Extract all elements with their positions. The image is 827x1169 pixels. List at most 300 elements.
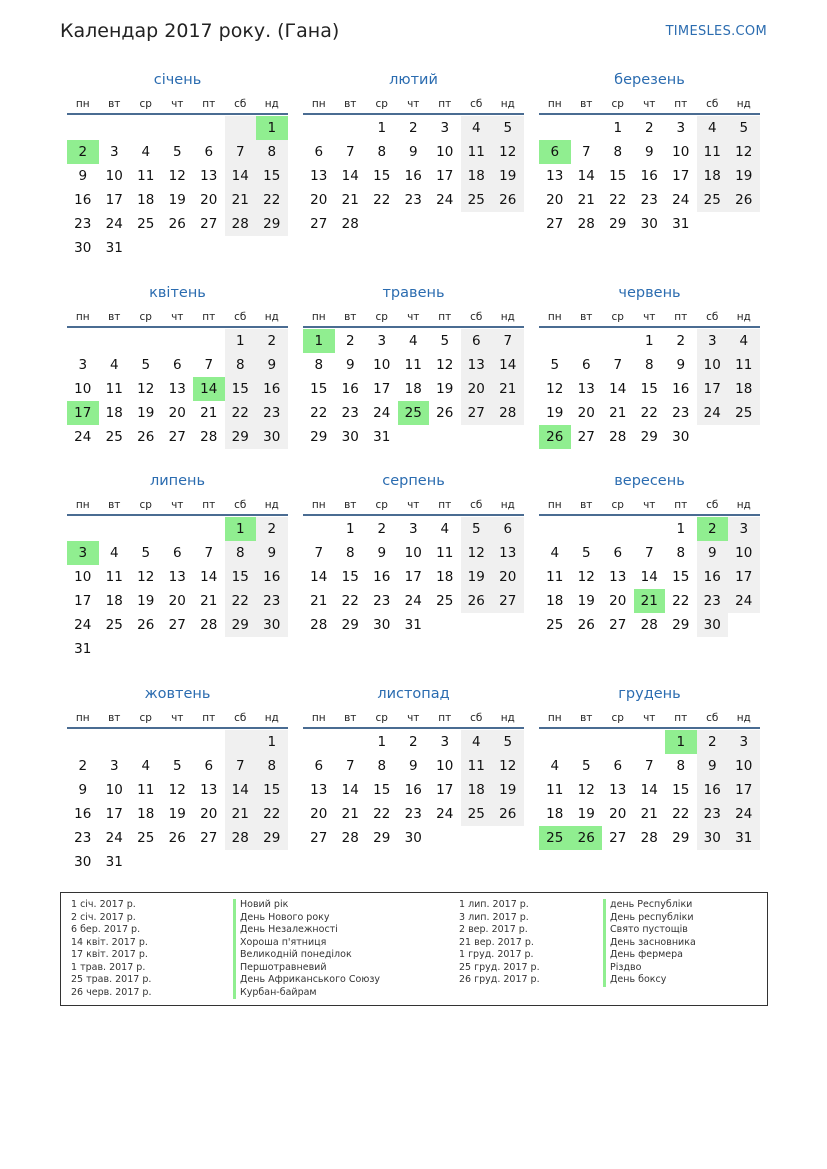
- weekday-label: вт: [108, 499, 121, 511]
- legend-holiday-name: Курбан-байрам: [233, 987, 380, 1000]
- day-grid: [303, 517, 524, 637]
- day-cell: 11: [436, 545, 454, 561]
- day-cell: 2: [377, 521, 387, 537]
- day-grid: [67, 517, 288, 661]
- day-cell: 6: [581, 357, 591, 373]
- day-cell: 4: [408, 333, 418, 349]
- day-cell: 22: [225, 401, 257, 425]
- day-cell: 6: [613, 758, 623, 774]
- day-cell: 23: [74, 216, 92, 232]
- day-cell: 1: [377, 120, 387, 136]
- day-cell: 14: [640, 569, 658, 585]
- weekday-label: пт: [202, 311, 216, 323]
- day-cell: 23: [74, 830, 92, 846]
- weekday-label: ср: [139, 311, 152, 323]
- day-cell: 19: [436, 381, 454, 397]
- day-cell: 25: [546, 617, 564, 633]
- weekday-label: нд: [500, 712, 515, 724]
- weekday-label: пн: [75, 712, 90, 724]
- weekday-label: вт: [580, 712, 593, 724]
- day-cell: 24: [728, 589, 760, 613]
- day-cell: 17: [436, 782, 454, 798]
- day-cell: 23: [404, 806, 422, 822]
- legend-left-names: [233, 899, 380, 999]
- site-link[interactable]: TIMESLES.COM: [665, 24, 767, 39]
- day-grid: [539, 116, 760, 236]
- legend-date: 1 січ. 2017 р.: [71, 899, 136, 910]
- day-cell: 6: [613, 545, 623, 561]
- day-cell: 4: [141, 758, 151, 774]
- day-cell: 12: [546, 381, 564, 397]
- day-cell: 4: [461, 730, 493, 754]
- day-grid: [539, 517, 760, 637]
- day-cell: 5: [581, 545, 591, 561]
- legend-holiday-name: День фермера: [603, 949, 696, 962]
- weekday-label: вт: [344, 98, 357, 110]
- day-cell: 22: [256, 188, 288, 212]
- empty-day-cell: [162, 517, 194, 541]
- day-cell: 6: [204, 144, 214, 160]
- weekday-label: чт: [643, 712, 656, 724]
- day-cell: 14: [609, 381, 627, 397]
- empty-day-cell: [67, 730, 99, 754]
- weekday-label: сб: [234, 499, 247, 511]
- day-cell: 5: [141, 357, 151, 373]
- day-cell: 8: [256, 140, 288, 164]
- day-cell: 1: [676, 521, 686, 537]
- day-cell: 20: [200, 806, 218, 822]
- empty-day-cell: [130, 517, 162, 541]
- holiday-day-cell: 2: [697, 517, 729, 541]
- day-cell: 5: [461, 517, 493, 541]
- legend-holiday-name: День Нового року: [233, 912, 380, 925]
- weekday-label: ср: [611, 499, 624, 511]
- legend-holiday-name: Свято пустощів: [603, 924, 696, 937]
- day-cell: 15: [640, 381, 658, 397]
- day-cell: 18: [137, 806, 155, 822]
- day-cell: 19: [168, 806, 186, 822]
- day-cell: 4: [109, 357, 119, 373]
- day-cell: 8: [676, 758, 686, 774]
- weekday-label: ср: [375, 98, 388, 110]
- legend-holiday-name: День Африканського Союзу: [233, 974, 380, 987]
- weekday-label: нд: [500, 98, 515, 110]
- day-cell: 28: [640, 617, 658, 633]
- day-cell: 11: [404, 357, 422, 373]
- day-cell: 13: [609, 569, 627, 585]
- day-cell: 25: [137, 216, 155, 232]
- legend-right-dates: [459, 899, 540, 987]
- weekday-label: чт: [407, 712, 420, 724]
- day-cell: 21: [577, 192, 595, 208]
- day-cell: 14: [640, 782, 658, 798]
- day-cell: 28: [341, 830, 359, 846]
- day-cell: 22: [256, 802, 288, 826]
- weekday-label: ср: [611, 712, 624, 724]
- weekday-label: чт: [171, 311, 184, 323]
- day-cell: 29: [310, 429, 328, 445]
- empty-day-cell: [303, 116, 335, 140]
- weekday-label: сб: [470, 98, 483, 110]
- day-cell: 24: [105, 216, 123, 232]
- legend-holiday-name: день Республіки: [603, 899, 696, 912]
- day-cell: 1: [225, 329, 257, 353]
- legend-holiday-name: Хороша п'ятниця: [233, 937, 380, 950]
- weekday-label: пт: [202, 98, 216, 110]
- day-cell: 20: [200, 192, 218, 208]
- day-cell: 4: [141, 144, 151, 160]
- day-cell: 3: [676, 120, 686, 136]
- day-cell: 28: [640, 830, 658, 846]
- day-cell: 3: [408, 521, 418, 537]
- weekday-label: сб: [234, 712, 247, 724]
- weekday-label: сб: [234, 311, 247, 323]
- day-cell: 8: [314, 357, 324, 373]
- weekday-label: сб: [706, 499, 719, 511]
- weekday-label: ср: [611, 311, 624, 323]
- day-cell: 17: [105, 806, 123, 822]
- day-cell: 2: [697, 730, 729, 754]
- day-cell: 5: [440, 333, 450, 349]
- day-cell: 22: [310, 405, 328, 421]
- weekday-label: вт: [108, 98, 121, 110]
- holiday-day-cell: 14: [193, 377, 225, 401]
- day-cell: 20: [168, 593, 186, 609]
- day-cell: 15: [256, 778, 288, 802]
- month-name: жовтень: [144, 686, 211, 702]
- day-cell: 23: [640, 192, 658, 208]
- weekday-label: чт: [171, 98, 184, 110]
- day-cell: 29: [225, 425, 257, 449]
- day-cell: 15: [672, 569, 690, 585]
- month-block: [67, 70, 288, 260]
- day-cell: 12: [728, 140, 760, 164]
- weekday-header: [67, 498, 288, 516]
- day-cell: 29: [256, 212, 288, 236]
- day-cell: 27: [168, 617, 186, 633]
- day-cell: 4: [109, 545, 119, 561]
- day-cell: 26: [577, 617, 595, 633]
- day-cell: 14: [225, 778, 257, 802]
- day-cell: 31: [672, 216, 690, 232]
- day-cell: 22: [640, 405, 658, 421]
- legend-right-names: [603, 899, 696, 987]
- day-cell: 19: [137, 593, 155, 609]
- day-cell: 18: [461, 164, 493, 188]
- day-cell: 18: [105, 593, 123, 609]
- empty-day-cell: [602, 329, 634, 353]
- day-cell: 21: [200, 405, 218, 421]
- day-cell: 18: [137, 192, 155, 208]
- day-cell: 17: [728, 565, 760, 589]
- day-cell: 5: [172, 758, 182, 774]
- weekday-label: пн: [311, 311, 326, 323]
- day-cell: 11: [137, 782, 155, 798]
- day-cell: 7: [204, 357, 214, 373]
- day-cell: 30: [373, 617, 391, 633]
- day-cell: 21: [640, 806, 658, 822]
- day-cell: 17: [697, 377, 729, 401]
- legend-date: 25 груд. 2017 р.: [459, 961, 540, 973]
- day-cell: 15: [256, 164, 288, 188]
- month-block: [303, 471, 524, 637]
- weekday-label: ср: [139, 712, 152, 724]
- weekday-header: [67, 97, 288, 115]
- day-cell: 11: [461, 140, 493, 164]
- day-cell: 14: [577, 168, 595, 184]
- day-cell: 19: [168, 192, 186, 208]
- day-cell: 27: [168, 429, 186, 445]
- day-cell: 16: [697, 778, 729, 802]
- empty-day-cell: [67, 517, 99, 541]
- day-cell: 24: [697, 401, 729, 425]
- day-cell: 12: [577, 569, 595, 585]
- legend-date: 14 квіт. 2017 р.: [71, 936, 148, 948]
- day-cell: 8: [345, 545, 355, 561]
- weekday-label: пн: [547, 98, 562, 110]
- day-cell: 28: [225, 212, 257, 236]
- day-cell: 3: [78, 357, 88, 373]
- day-cell: 11: [461, 754, 493, 778]
- day-cell: 12: [436, 357, 454, 373]
- day-cell: 25: [137, 830, 155, 846]
- month-name: травень: [382, 285, 445, 301]
- day-cell: 31: [404, 617, 422, 633]
- day-cell: 30: [697, 613, 729, 637]
- legend-holiday-name: День республіки: [603, 912, 696, 925]
- day-cell: 8: [225, 541, 257, 565]
- day-cell: 5: [728, 116, 760, 140]
- weekday-header: [539, 498, 760, 516]
- day-cell: 20: [609, 593, 627, 609]
- day-cell: 25: [728, 401, 760, 425]
- empty-day-cell: [303, 730, 335, 754]
- empty-day-cell: [335, 730, 367, 754]
- day-cell: 18: [546, 806, 564, 822]
- day-cell: 3: [728, 517, 760, 541]
- day-cell: 9: [697, 541, 729, 565]
- day-cell: 10: [697, 353, 729, 377]
- day-cell: 28: [200, 617, 218, 633]
- day-cell: 13: [609, 782, 627, 798]
- day-cell: 11: [137, 168, 155, 184]
- holiday-day-cell: 6: [539, 140, 571, 164]
- day-cell: 16: [404, 782, 422, 798]
- weekday-label: нд: [736, 311, 751, 323]
- legend-date: 21 вер. 2017 р.: [459, 936, 534, 948]
- month-name: січень: [153, 72, 202, 88]
- weekday-header: [303, 97, 524, 115]
- day-cell: 19: [546, 405, 564, 421]
- day-cell: 28: [609, 429, 627, 445]
- day-cell: 9: [697, 754, 729, 778]
- day-cell: 13: [310, 782, 328, 798]
- empty-day-cell: [193, 116, 225, 140]
- day-cell: 7: [314, 545, 324, 561]
- empty-day-cell: [571, 730, 603, 754]
- weekday-label: пт: [674, 499, 688, 511]
- day-cell: 26: [728, 188, 760, 212]
- day-cell: 16: [74, 806, 92, 822]
- month-name: липень: [149, 473, 206, 489]
- day-cell: 22: [373, 192, 391, 208]
- day-cell: 13: [310, 168, 328, 184]
- day-cell: 21: [310, 593, 328, 609]
- day-cell: 12: [168, 782, 186, 798]
- weekday-label: чт: [407, 499, 420, 511]
- legend-date: 2 вер. 2017 р.: [459, 924, 528, 935]
- day-cell: 20: [492, 565, 524, 589]
- legend-date: 1 лип. 2017 р.: [459, 899, 529, 910]
- day-cell: 6: [204, 758, 214, 774]
- day-cell: 22: [609, 192, 627, 208]
- empty-day-cell: [303, 517, 335, 541]
- day-cell: 16: [341, 381, 359, 397]
- day-cell: 11: [728, 353, 760, 377]
- day-cell: 25: [436, 593, 454, 609]
- day-cell: 28: [310, 617, 328, 633]
- empty-day-cell: [162, 730, 194, 754]
- holiday-day-cell: 2: [67, 140, 99, 164]
- day-cell: 1: [377, 734, 387, 750]
- empty-day-cell: [99, 730, 131, 754]
- holiday-legend: [60, 892, 768, 1006]
- holiday-day-cell: 25: [398, 401, 430, 425]
- weekday-label: вт: [580, 311, 593, 323]
- day-cell: 25: [105, 429, 123, 445]
- month-name: вересень: [614, 473, 685, 489]
- day-cell: 21: [492, 377, 524, 401]
- empty-day-cell: [193, 517, 225, 541]
- month-block: [539, 471, 760, 637]
- empty-day-cell: [67, 329, 99, 353]
- weekday-label: вт: [108, 712, 121, 724]
- day-cell: 19: [461, 565, 493, 589]
- day-grid: [539, 730, 760, 850]
- day-cell: 23: [256, 589, 288, 613]
- weekday-header: [67, 310, 288, 328]
- day-cell: 16: [256, 377, 288, 401]
- legend-holiday-name: День боксу: [603, 974, 696, 987]
- day-cell: 27: [200, 830, 218, 846]
- month-block: [303, 283, 524, 449]
- day-cell: 9: [408, 758, 418, 774]
- weekday-label: чт: [643, 499, 656, 511]
- day-cell: 30: [697, 826, 729, 850]
- day-cell: 24: [74, 429, 92, 445]
- day-cell: 18: [461, 778, 493, 802]
- day-cell: 1: [345, 521, 355, 537]
- day-cell: 6: [172, 357, 182, 373]
- page-title: Календар 2017 року. (Гана): [60, 20, 340, 42]
- day-cell: 12: [577, 782, 595, 798]
- day-cell: 9: [256, 541, 288, 565]
- day-cell: 7: [492, 329, 524, 353]
- day-cell: 21: [341, 806, 359, 822]
- day-cell: 27: [609, 617, 627, 633]
- day-cell: 7: [581, 144, 591, 160]
- empty-day-cell: [162, 116, 194, 140]
- legend-holiday-name: Великодній понеділок: [233, 949, 380, 962]
- day-cell: 30: [672, 429, 690, 445]
- day-cell: 24: [436, 192, 454, 208]
- day-cell: 4: [550, 758, 560, 774]
- day-cell: 27: [577, 429, 595, 445]
- empty-day-cell: [130, 116, 162, 140]
- weekday-label: пн: [311, 499, 326, 511]
- day-cell: 11: [546, 569, 564, 585]
- day-cell: 8: [256, 754, 288, 778]
- day-cell: 5: [172, 144, 182, 160]
- day-cell: 19: [728, 164, 760, 188]
- day-cell: 21: [225, 188, 257, 212]
- day-cell: 25: [105, 617, 123, 633]
- day-cell: 3: [697, 329, 729, 353]
- day-cell: 1: [613, 120, 623, 136]
- legend-holiday-name: Різдво: [603, 962, 696, 975]
- legend-holiday-name: Першотравневий: [233, 962, 380, 975]
- day-cell: 7: [613, 357, 623, 373]
- weekday-header: [539, 97, 760, 115]
- weekday-label: ср: [139, 98, 152, 110]
- weekday-label: сб: [234, 98, 247, 110]
- day-cell: 20: [310, 806, 328, 822]
- weekday-label: нд: [736, 712, 751, 724]
- day-cell: 9: [377, 545, 387, 561]
- day-cell: 9: [78, 168, 88, 184]
- day-cell: 9: [78, 782, 88, 798]
- day-cell: 28: [577, 216, 595, 232]
- weekday-label: сб: [470, 499, 483, 511]
- day-cell: 23: [672, 405, 690, 421]
- day-cell: 2: [676, 333, 686, 349]
- month-block: [303, 70, 524, 236]
- day-cell: 8: [644, 357, 654, 373]
- day-cell: 17: [672, 168, 690, 184]
- day-cell: 29: [373, 830, 391, 846]
- day-cell: 13: [168, 381, 186, 397]
- weekday-label: вт: [344, 311, 357, 323]
- day-cell: 3: [440, 120, 450, 136]
- day-cell: 2: [78, 758, 88, 774]
- empty-day-cell: [67, 116, 99, 140]
- day-cell: 6: [461, 329, 493, 353]
- day-cell: 10: [728, 541, 760, 565]
- weekday-label: нд: [264, 311, 279, 323]
- day-cell: 29: [672, 830, 690, 846]
- month-block: [539, 70, 760, 236]
- day-cell: 28: [341, 216, 359, 232]
- day-cell: 15: [310, 381, 328, 397]
- month-block: [67, 684, 288, 874]
- day-cell: 16: [256, 565, 288, 589]
- day-cell: 3: [109, 758, 119, 774]
- day-cell: 20: [168, 405, 186, 421]
- day-cell: 3: [377, 333, 387, 349]
- day-cell: 30: [74, 240, 92, 256]
- day-cell: 2: [644, 120, 654, 136]
- weekday-label: вт: [344, 499, 357, 511]
- empty-day-cell: [162, 329, 194, 353]
- weekday-label: пн: [311, 712, 326, 724]
- weekday-label: нд: [500, 499, 515, 511]
- day-cell: 16: [697, 565, 729, 589]
- day-cell: 3: [440, 734, 450, 750]
- day-cell: 2: [256, 329, 288, 353]
- weekday-label: пт: [438, 311, 452, 323]
- weekday-label: сб: [706, 311, 719, 323]
- day-cell: 27: [310, 216, 328, 232]
